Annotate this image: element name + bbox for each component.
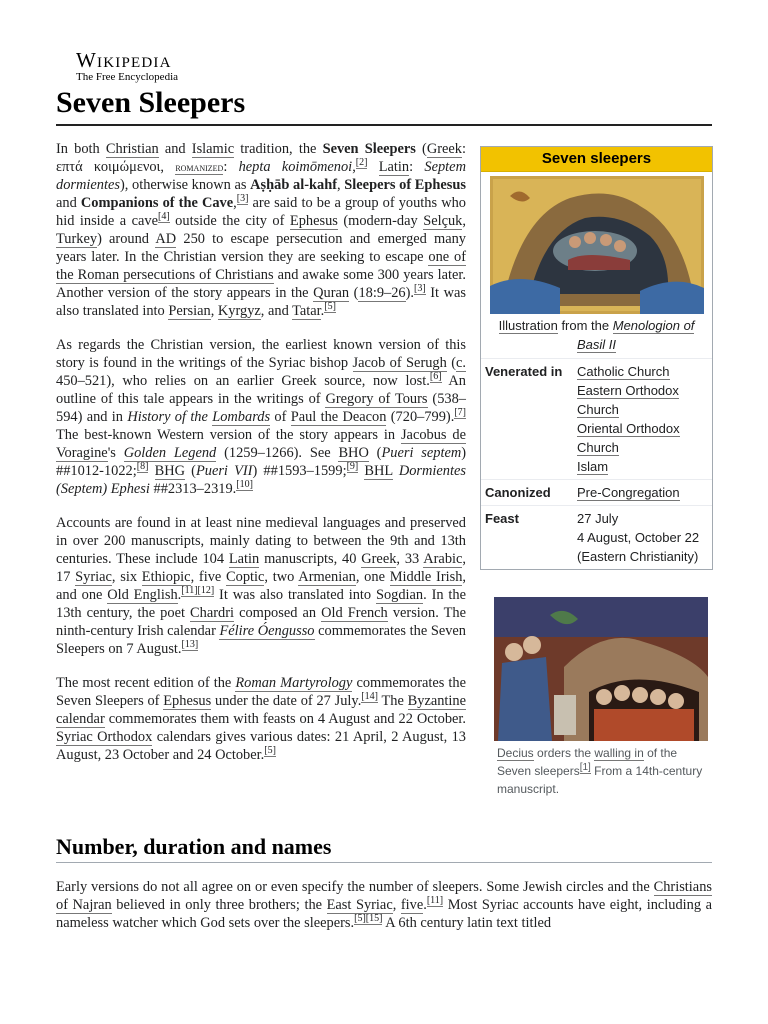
ref-2[interactable]: [2] (355, 157, 368, 169)
paragraph-intro: In both Christian and Islamic tradition, the Seven Sleepers (Greek: επτά κοιμώμενοι, romanized: hepta koimōmenoi,[2] Latin: Septem dormientes), otherwise known as Aṣḥāb al-kahf, Sleepers of Ephesus and Companions of the Cave,[3] are said to be a group of youths who hid inside a cave[4] outside the city of Ephesus (modern-day Selçuk, Turkey) around AD 250 to escape persecution and emerged many years later. In the Christian version they are seeking to escape one of the Roman persecutions of Christians and awake some 300 years later. Another version of the story appears in the Quran (18:9–26).[3] It was also translated into Persian, Kyrgyz, and Tatar.[5] (56, 141, 467, 319)
link-coptic[interactable]: Coptic (226, 569, 265, 585)
link-ephesus-2[interactable]: Ephesus (163, 693, 212, 709)
link-gregory-of-tours[interactable]: Gregory of Tours (325, 391, 428, 407)
link-tatar[interactable]: Tatar (292, 303, 321, 319)
bold-seven-sleepers: Seven Sleepers (322, 141, 416, 157)
infobox-row-canonized (481, 479, 712, 505)
ref-6[interactable]: [6] (429, 371, 442, 383)
ref-11-12[interactable]: [11][12] (181, 585, 215, 597)
link-jacobus-de-voragine[interactable]: Jacobus de Voragine (56, 427, 466, 461)
link-catholic-church[interactable]: Catholic Church (577, 364, 670, 379)
link-old-french[interactable]: Old French (321, 605, 388, 621)
link-menologion[interactable]: Menologion of Basil II (576, 318, 695, 352)
link-ephesus[interactable]: Ephesus (289, 213, 338, 229)
paragraph-number-of-sleepers: Early versions do not all agree on or even specify the number of sleepers. Some Jewish circles and the Christians of Najran believed in only three brothers; the East Syriac, five.[11] Most Syriac accounts have eight, including a nameless watcher which God sets over the sleepers.[5][15] A 6th century latin text titled (56, 879, 712, 931)
infobox-header: Seven sleepers (481, 147, 712, 172)
infobox-value-feast: 27 July 4 August, October 22 (Eastern Christianity) (577, 511, 700, 564)
ref-13[interactable]: [13] (181, 639, 199, 651)
link-golden-legend[interactable]: Golden Legend (123, 445, 217, 461)
manuscript-figure (494, 597, 709, 798)
ref-5-15[interactable]: [5][15] (354, 913, 383, 925)
link-circa[interactable]: c. (456, 355, 467, 371)
link-five[interactable]: five (400, 897, 424, 913)
ref-7[interactable]: [7] (454, 407, 466, 419)
link-persian[interactable]: Persian (168, 303, 211, 319)
link-arabic[interactable]: Arabic (423, 551, 463, 567)
link-greek-ms[interactable]: Greek (361, 551, 397, 567)
title-divider (56, 124, 712, 126)
link-old-english[interactable]: Old English (107, 587, 178, 603)
link-selcuk[interactable]: Selçuk (423, 213, 463, 229)
ref-9[interactable]: [9] (346, 461, 359, 473)
link-islamic[interactable]: Islamic (191, 141, 235, 157)
infobox-row-feast (481, 505, 712, 569)
ref-8[interactable]: [8] (136, 461, 149, 473)
manuscript-image[interactable] (494, 597, 708, 741)
link-walling-in[interactable]: walling in (594, 746, 644, 760)
ref-5b[interactable]: [5] (264, 745, 276, 757)
link-bho[interactable]: BHO (338, 445, 369, 461)
link-islam[interactable]: Islam (577, 459, 609, 474)
link-jacob-of-serugh[interactable]: Jacob of Serugh (352, 355, 447, 371)
link-greek[interactable]: Greek (426, 141, 462, 157)
link-ethiopic[interactable]: Ethiopic (141, 569, 191, 585)
lead-column (56, 140, 466, 764)
paragraph-martyrology: The most recent edition of the Roman Martyrology commemorates the Seven Sleepers of Ephesus under the date of 27 July.[14] The Byzantine calendar commemorates them with feasts on 4 August and 22 October. Syriac Orthodox calendars gives various dates: 21 April, 2 August, 13 August, 23 October and 24 October.[5] (56, 675, 466, 763)
link-armenian[interactable]: Armenian (298, 569, 356, 585)
link-chardri[interactable]: Chardri (190, 605, 234, 621)
ref-11[interactable]: [11] (426, 895, 444, 907)
paragraph-christian-version: As regards the Christian version, the earliest known version of this story is found in the writings of the Syriac bishop Jacob of Serugh (c. 450–521), who relies on an earlier Greek source, now lost.[6] An outline of this tale appears in the writings of Gregory of Tours (538–594) and in History of the Lombards of Paul the Deacon (720–799).[7] The best-known Western version of the story appears in Jacobus de Voragine's Golden Legend (1259–1266). See BHO (Pueri septem) ##1012-1022;[8] BHG (Pueri VII) ##1593–1599;[9] BHL Dormientes (Septem) Ephesi ##2313–2319.[10] (56, 337, 467, 497)
ref-1[interactable]: [1] (579, 762, 591, 773)
link-pre-congregation[interactable]: Pre-Congregation (577, 485, 680, 500)
ref-4[interactable]: [4] (158, 211, 170, 223)
link-syriac-orthodox[interactable]: Syriac Orthodox (56, 729, 153, 745)
link-christians-of-najran[interactable]: Christians of Najran (56, 879, 712, 913)
manuscript-caption: Decius orders the walling in of the Seven sleepers[1] From a 14th-century manuscript. (497, 746, 703, 796)
ref-3b[interactable]: [3] (414, 283, 426, 295)
link-lombards[interactable]: Lombards (212, 409, 271, 425)
logo-tagline: The Free Encyclopedia (76, 71, 179, 83)
link-quran-verse[interactable]: 18:9–26 (358, 285, 406, 301)
link-middle-irish[interactable]: Middle Irish (389, 569, 463, 585)
infobox-label-venerated: Venerated in (485, 364, 563, 379)
link-christian[interactable]: Christian (105, 141, 159, 157)
infobox-label-canonized: Canonized (485, 485, 551, 500)
logo-wordmark: Wikipedia (76, 48, 172, 72)
link-syriac[interactable]: Syriac (75, 569, 112, 585)
ref-14[interactable]: [14] (361, 691, 378, 703)
link-paul-the-deacon[interactable]: Paul the Deacon (290, 409, 387, 425)
link-east-syriac[interactable]: East Syriac (326, 897, 393, 913)
ref-3[interactable]: [3] (236, 193, 249, 205)
link-felire-oengusso[interactable]: Félire Óengusso (219, 623, 315, 639)
infobox-value-venerated (577, 362, 712, 476)
link-illustration[interactable]: Illustration (498, 318, 558, 333)
link-romanized[interactable]: romanized (175, 160, 224, 174)
link-sogdian[interactable]: Sogdian (375, 587, 424, 603)
ref-10[interactable]: [10] (236, 479, 253, 491)
infobox-value-canonized (577, 483, 712, 502)
infobox-label-feast: Feast (485, 511, 519, 526)
link-kyrgyz[interactable]: Kyrgyz (217, 303, 261, 319)
link-bhl[interactable]: BHL (364, 463, 393, 479)
infobox-row-venerated (481, 358, 712, 479)
infobox-caption: Illustration from the Menologion of Basil II (498, 318, 695, 352)
link-byzantine-calendar[interactable]: Byzantine calendar (56, 693, 466, 727)
link-latin-ms[interactable]: Latin (228, 551, 260, 567)
link-bhg[interactable]: BHG (154, 463, 185, 479)
link-oriental-orthodox[interactable]: Oriental Orthodox Church (577, 421, 680, 455)
menologion-illustration[interactable] (490, 176, 704, 314)
paragraph-accounts: Accounts are found in at least nine medieval languages and preserved in over 200 manuscripts, mainly dating to between the 9th and 13th centuries. These include 104 Latin manuscripts, 40 Greek, 33 Arabic, 17 Syriac, six Ethiopic, five Coptic, two Armenian, one Middle Irish, and one Old English.[11][12] It was also translated into Sogdian. In the 13th century, the poet Chardri composed an Old French version. The ninth-century Irish calendar Félire Óengusso commemorates the Seven Sleepers on 7 August.[13] (56, 515, 467, 657)
link-eastern-orthodox[interactable]: Eastern Orthodox Church (577, 383, 679, 417)
section-heading-number-duration-names: Number, duration and names (56, 834, 332, 859)
link-turkey[interactable]: Turkey (56, 231, 98, 247)
link-decius[interactable]: Decius (497, 746, 534, 760)
link-roman-persecutions[interactable]: one of the Roman persecutions of Christians (56, 249, 466, 283)
link-ad[interactable]: AD (155, 231, 177, 247)
link-quran[interactable]: Quran (313, 285, 350, 301)
section-divider (56, 862, 712, 863)
link-roman-martyrology[interactable]: Roman Martyrology (235, 675, 353, 691)
section-body (56, 878, 712, 948)
infobox (480, 146, 713, 570)
ref-5[interactable]: [5] (324, 301, 336, 313)
page-title: Seven Sleepers (56, 86, 246, 119)
wikipedia-logo[interactable] (76, 49, 216, 84)
link-latin[interactable]: Latin (378, 159, 410, 175)
